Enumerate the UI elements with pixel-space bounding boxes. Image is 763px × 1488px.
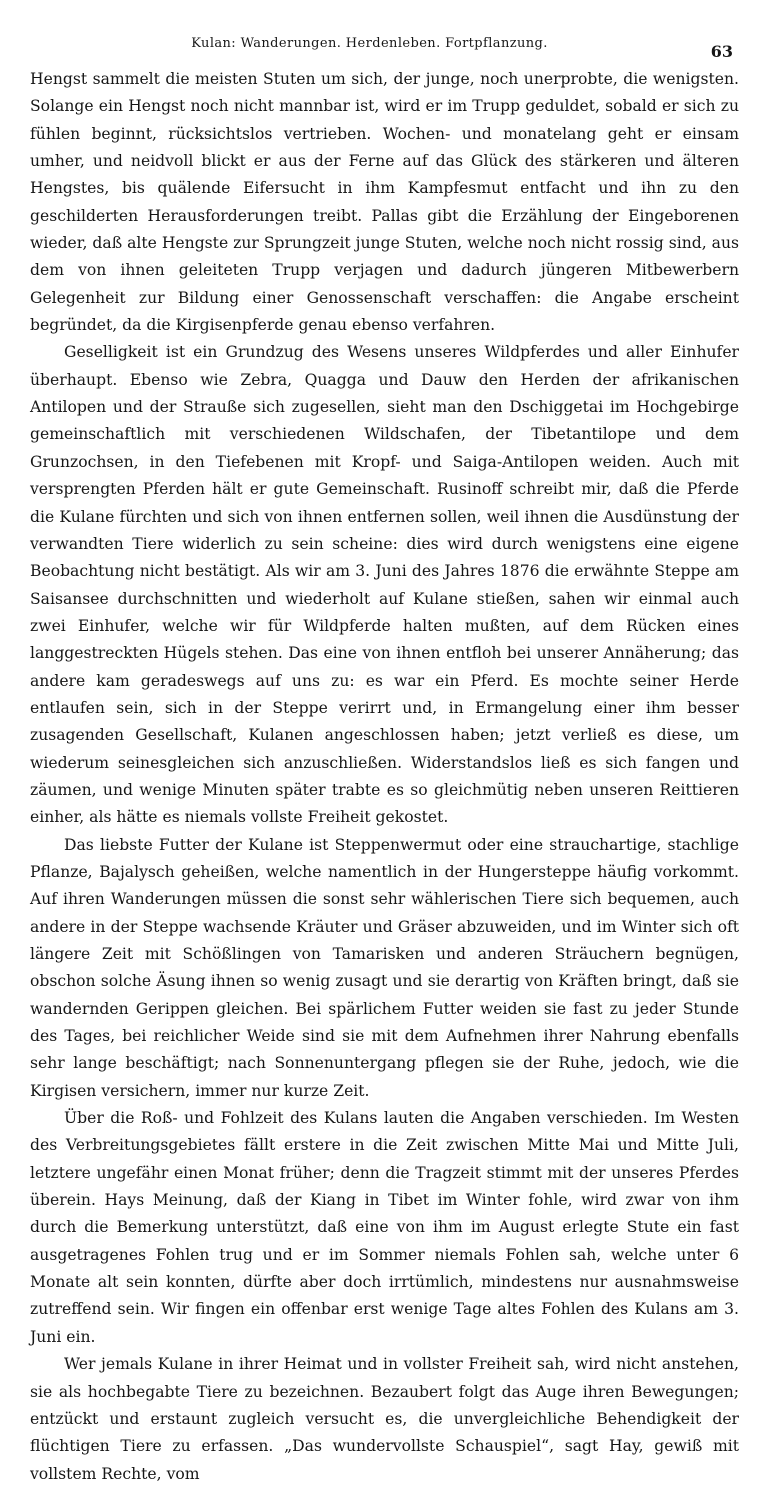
- paragraph-1: Hengst sammelt die meisten Stuten um sich, der junge, noch unerprobte, die wenigsten. Solange ein Hengst noch nicht mannbar ist, wird er im Trupp geduldet, sobald er sich zu fühlen beginnt, rücksichtslos vertrieben. Wochen- und monatelang geht er einsam umher, und neidvoll blickt er aus der Ferne auf das Glück des stärkeren und älteren Hengstes, bis quälende Eifersucht in ihm Kampfesmut entfacht und ihn zu den geschilderten Herausforderungen treibt. Pallas gibt die Erzählung der Eingeborenen wieder, daß alte Hengste zur Sprungzeit junge Stuten, welche noch nicht rossig sind, aus dem von ihnen geleiteten Trupp verjagen und dadurch jüngeren Mitbewerbern Gelegenheit zur Bildung einer Genossenschaft verschaffen: die Angabe erscheint begründet, da die Kirgisenpferde genau ebenso verfahren.: [30, 70, 739, 335]
- running-title: Kulan: Wanderungen. Herdenleben. Fortpflanzung.: [191, 36, 548, 51]
- paragraph-3: Das liebste Futter der Kulane ist Steppenwermut oder eine strauchartige, stachlige Pflanze, Bajalysch geheißen, welche namentlich in der Hungersteppe häufig vorkommt. Auf ihren Wanderungen müssen die sonst sehr wählerischen Tiere sich bequemen, auch andere in der Steppe wachsende Kräuter und Gräser abzuweiden, und im Winter sich oft längere Zeit mit Schößlingen von Tamarisken und anderen Sträuchern begnügen, obschon solche Äsung ihnen so wenig zusagt und sie derartig von Kräften bringt, daß sie wandernden Gerippen gleichen. Bei spärlichem Futter weiden sie fast zu jeder Stunde des Tages, bei reichlicher Weide sind sie mit dem Aufnehmen ihrer Nahrung ebenfalls sehr lange beschäftigt; nach Sonnenuntergang pflegen sie der Ruhe, jedoch, wie die Kirgisen versichern, immer nur kurze Zeit.: [30, 835, 739, 1100]
- body-text: [30, 66, 739, 1488]
- paragraph-4: Über die Roß- und Fohlzeit des Kulans lauten die Angaben verschieden. Im Westen des Verbreitungsgebietes fällt erstere in die Zeit zwischen Mitte Mai und Mitte Juli, letztere ungefähr einen Monat früher; denn die Tragzeit stimmt mit der unseres Pferdes überein. Hays Meinung, daß der Kiang in Tibet im Winter fohle, wird zwar von ihm durch die Bemerkung unterstützt, daß eine von ihm im August erlegte Stute ein fast ausgetragenes Fohlen trug und er im Sommer niemals Fohlen sah, welche unter 6 Monate alt sein konnten, dürfte aber doch irrtümlich, mindestens nur ausnahmsweise zutreffend sein. Wir fingen ein offenbar erst wenige Tage altes Fohlen des Kulans am 3. Juni ein.: [30, 1109, 739, 1346]
- paragraph-5: Wer jemals Kulane in ihrer Heimat und in vollster Freiheit sah, wird nicht anstehen, sie als hochbegabte Tiere zu bezeichnen. Bezaubert folgt das Auge ihren Bewegungen; entzückt und erstaunt zugleich versucht es, die unvergleichliche Behendigkeit der flüchtigen Tiere zu erfassen. „Das wundervollste Schauspiel“, sagt Hay, gewiß mit vollstem Rechte, vom: [30, 1355, 739, 1483]
- paragraph-2: Geselligkeit ist ein Grundzug des Wesens unseres Wildpferdes und aller Einhufer überhaupt. Ebenso wie Zebra, Quagga und Dauw den Herden der afrikanischen Antilopen und der Strauße sich zugesellen, sieht man den Dschiggetai im Hochgebirge gemeinschaftlich mit verschiedenen Wildschafen, der Tibetantilope und dem Grunzochsen, in den Tiefebenen mit Kropf- und Saiga-Antilopen weiden. Auch mit versprengten Pferden hält er gute Gemeinschaft. Rusinoff schreibt mir, daß die Pferde die Kulane fürchten und sich von ihnen entfernen sollen, weil ihnen die Ausdünstung der verwandten Tiere widerlich zu sein scheine: dies wird durch wenigstens eine eigene Beobachtung nicht bestätigt. Als wir am 3. Juni des Jahres 1876 die erwähnte Steppe am Saisansee durchschnitten und wiederholt auf Kulane stießen, sahen wir einmal auch zwei Einhufer, welche wir für Wildpferde halten mußten, auf dem Rücken eines langgestreckten Hügels stehen. Das eine von ihnen entfloh bei unserer Annäherung; das andere kam geradeswegs auf uns zu: es war ein Pferd. Es mochte seiner Herde entlaufen sein, sich in der Steppe verirrt und, in Ermangelung einer ihm besser zusagenden Gesellschaft, Kulanen angeschlossen haben; jetzt verließ es diese, um wiederum seinesgleichen sich anzuschließen. Widerstandslos ließ es sich fangen und zäumen, und wenige Minuten später trabte es so gleichmütig neben unseren Reittieren einher, als hätte es niemals vollste Freiheit gekostet.: [30, 343, 739, 827]
- page-number: 63: [710, 42, 733, 61]
- page-header: [60, 30, 739, 64]
